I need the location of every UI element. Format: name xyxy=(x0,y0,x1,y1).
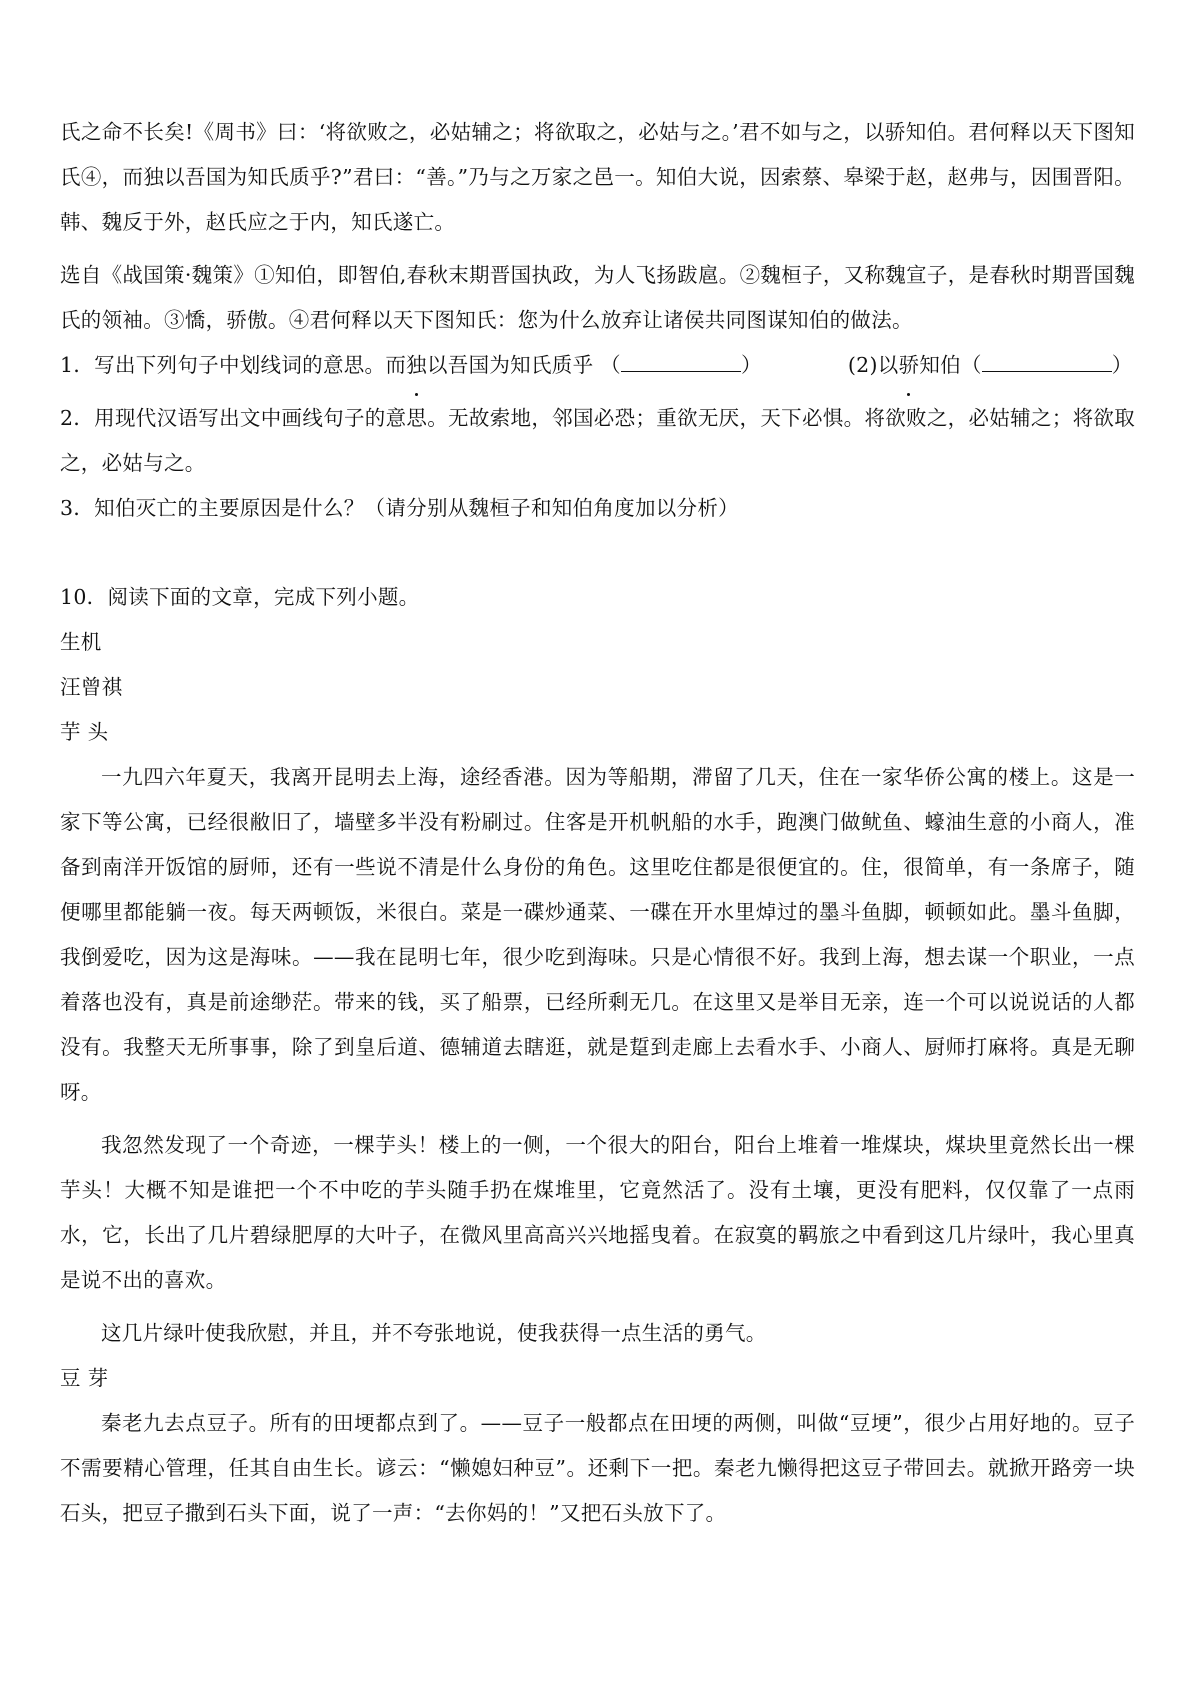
question-1-dotted-word: 独 xyxy=(406,343,427,388)
section-10-intro: 10．阅读下面的文章，完成下列小题。 xyxy=(60,585,420,609)
question-1b-prefix: (2)以 xyxy=(847,353,899,377)
passage-tail-text: 氏之命不长矣!《周书》曰：‘将欲败之，必姑辅之；将欲取之，必姑与之。’君不如与之，以骄知伯。君何释以天下图知氏④，而独以吾国为知氏质乎?”君曰：“善。”乃与之万家之邑一。知伯大说，因索蔡、皋梁于赵，赵弗与，因围晋阳。韩、魏反于外，赵氏应之于内，知氏遂亡。 xyxy=(60,120,1135,234)
subheading-taro: 芋 头 xyxy=(60,720,109,744)
paragraph-2: 我忽然发现了一个奇迹，一棵芋头！楼上的一侧，一个很大的阳台，阳台上堆着一堆煤块，煤块里竟然长出一棵芋头！大概不知是谁把一个不中吃的芋头随手扔在煤堆里，它竟然活了。没有土壤，更没有肥料，仅仅靠了一点雨水，它，长出了几片碧绿肥厚的大叶子，在微风里高高兴兴地摇曳着。在寂寞的羁旅之中看到这几片绿叶，我心里真是说不出的喜欢。 xyxy=(60,1133,1135,1292)
question-1b-dotted-word: 骄 xyxy=(899,343,920,388)
question-1-rest: 以吾国为知氏质乎 （ xyxy=(426,353,621,377)
question-1b-close: ） xyxy=(1111,353,1133,377)
article-title: 生机 xyxy=(60,630,102,654)
paragraph-4: 秦老九去点豆子。所有的田埂都点到了。——豆子一般都点在田埂的两侧，叫做“豆埂”，很少占用好地的。豆子不需要精心管理，任其自由生长。谚云：“懒媳妇种豆”。还剩下一把。秦老九懒得把这豆子带回去。就掀开路旁一块石头，把豆子撒到石头下面，说了一声：“去你妈的！”又把石头放下了。 xyxy=(60,1411,1135,1525)
answer-blank-1[interactable] xyxy=(621,349,741,372)
answer-blank-2[interactable] xyxy=(982,349,1112,372)
question-1-prefix: 1．写出下列句子中划线词的意思。而 xyxy=(60,353,407,377)
question-1 xyxy=(60,343,1135,388)
question-2: 2．用现代汉语写出文中画线句子的意思。无故索地，邻国必恐；重欲无厌，天下必惧。将欲败之，必姑辅之；将欲取之，必姑与之。 xyxy=(60,406,1135,475)
question-1-close: ） xyxy=(741,353,762,377)
paragraph-1: 一九四六年夏天，我离开昆明去上海，途经香港。因为等船期，滞留了几天，住在一家华侨公寓的楼上。这是一家下等公寓，已经很敝旧了，墙壁多半没有粉刷过。住客是开机帆船的水手，跑澳门做鱿鱼、蠔油生意的小商人，准备到南洋开饭馆的厨师，还有一些说不清是什么身份的角色。这里吃住都是很便宜的。住，很简单，有一条席子，随便哪里都能躺一夜。每天两顿饭，米很白。菜是一碟炒通菜、一碟在开水里焯过的墨斗鱼脚，顿顿如此。墨斗鱼脚，我倒爱吃，因为这是海味。——我在昆明七年，很少吃到海味。只是心情很不好。我到上海，想去谋一个职业，一点着落也没有，真是前途缈茫。带来的钱，买了船票，已经所剩无几。在这里又是举目无亲，连一个可以说说话的人都没有。我整天无所事事，除了到皇后道、德辅道去瞎逛，就是踅到走廊上去看水手、小商人、厨师打麻将。真是无聊呀。 xyxy=(60,765,1135,1104)
subheading-bean-sprout: 豆 芽 xyxy=(60,1366,109,1390)
question-3: 3．知伯灭亡的主要原因是什么？（请分别从魏桓子和知伯角度加以分析） xyxy=(60,496,739,520)
passage-notes: 选自《战国策·魏策》①知伯，即智伯,春秋末期晋国执政，为人飞扬跋扈。②魏桓子，又称魏宣子，是春秋时期晋国魏氏的领袖。③憍，骄傲。④君何释以天下图知氏：您为什么放弃让诸侯共同图谋知伯的做法。 xyxy=(60,263,1135,332)
paragraph-3: 这几片绿叶使我欣慰，并且，并不夸张地说，使我获得一点生活的勇气。 xyxy=(101,1321,767,1345)
question-1b-rest: 知伯（ xyxy=(919,353,982,377)
article-author: 汪曾祺 xyxy=(60,675,123,699)
